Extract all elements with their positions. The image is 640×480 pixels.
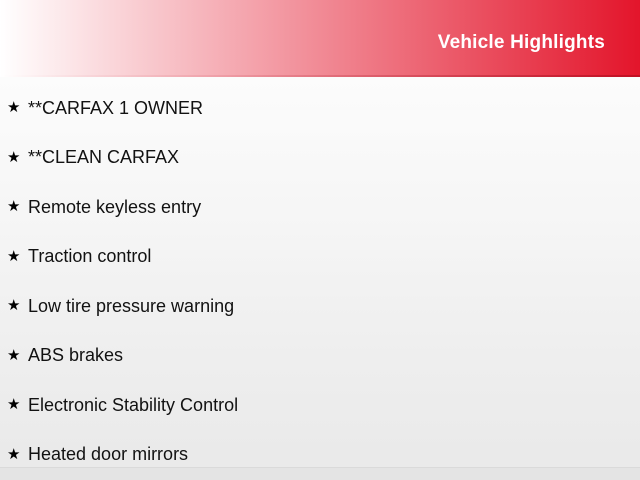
header-banner xyxy=(0,0,640,77)
highlight-label: Heated door mirrors xyxy=(28,444,189,465)
highlights-list xyxy=(0,77,640,479)
page-title: Vehicle Highlights xyxy=(437,32,605,53)
highlight-label: ABS brakes xyxy=(28,345,124,366)
highlight-label: Traction control xyxy=(28,246,152,267)
bottom-divider xyxy=(0,467,640,480)
highlight-item xyxy=(0,83,640,133)
highlight-item xyxy=(0,133,640,183)
star-icon: ★ xyxy=(7,297,21,315)
highlight-item xyxy=(0,182,640,232)
highlight-label: Low tire pressure warning xyxy=(28,295,235,316)
star-icon: ★ xyxy=(7,247,21,265)
highlight-label: Remote keyless entry xyxy=(28,196,202,217)
star-icon: ★ xyxy=(7,99,21,117)
highlight-label: **CARFAX 1 OWNER xyxy=(28,97,204,118)
highlight-item xyxy=(0,232,640,282)
highlight-label: Electronic Stability Control xyxy=(28,394,239,415)
highlight-item xyxy=(0,380,640,430)
star-icon: ★ xyxy=(7,396,21,414)
highlight-label: **CLEAN CARFAX xyxy=(28,147,180,168)
star-icon: ★ xyxy=(7,198,21,216)
star-icon: ★ xyxy=(7,346,21,364)
highlight-item xyxy=(0,281,640,331)
star-icon: ★ xyxy=(7,445,21,463)
star-icon: ★ xyxy=(7,148,21,166)
highlight-item xyxy=(0,331,640,381)
